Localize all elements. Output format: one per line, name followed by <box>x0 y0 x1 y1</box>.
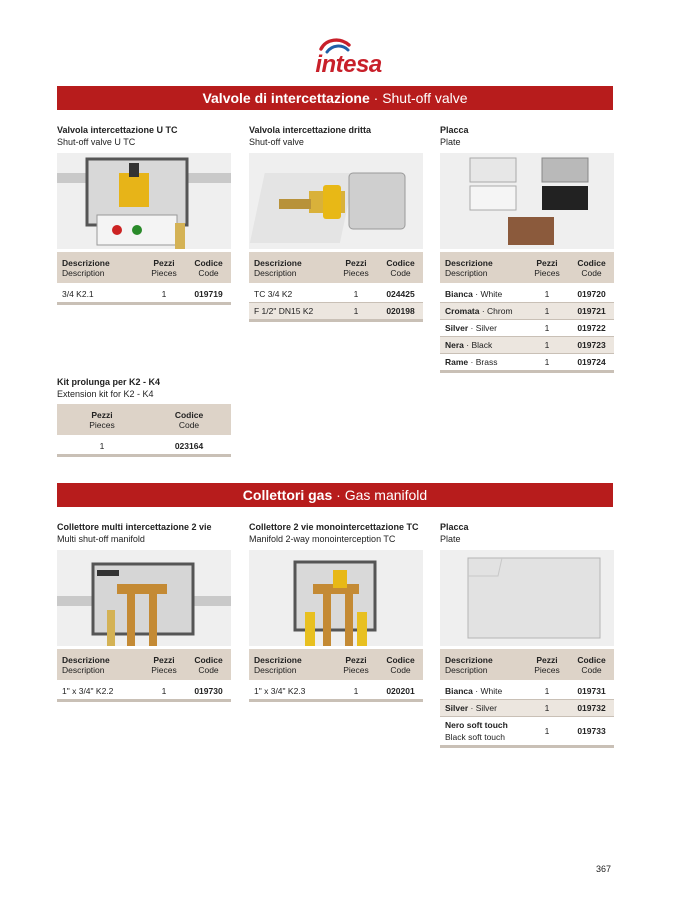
product-title-valve-straight <box>249 124 371 148</box>
product-image-multi-manifold <box>57 550 231 646</box>
table-row: TC 3/4 K2 1 024425 <box>249 285 423 303</box>
product-image-plate-gas <box>440 550 614 646</box>
table-row: Bianca · White 1 019720 <box>440 285 614 303</box>
product-name-it: Kit prolunga per K2 - K4 <box>57 377 161 387</box>
table-row: Silver · Silver 1 019732 <box>440 700 614 717</box>
table-row: Bianca · White 1 019731 <box>440 682 614 700</box>
product-name-it: Collettore 2 vie monointercettazione TC <box>249 522 419 532</box>
table-row: 3/4 K2.1 1 019719 <box>57 285 231 304</box>
spec-table-plate-gas: Descrizione Description Pezzi Pieces Codice Code Bianca · White 1 019731 Silver · Silver 1 019732 Nero soft touch Black soft touch 1 019733 <box>440 649 614 748</box>
table-row: 1 023164 <box>57 437 231 456</box>
table-row: Nero soft touch Black soft touch 1 019733 <box>440 717 614 747</box>
product-title-valve-u <box>57 124 178 148</box>
product-name-it: Placca <box>440 522 469 532</box>
table-row: Cromata · Chrom 1 019721 <box>440 303 614 320</box>
section-title-it: Collettori gas <box>242 487 333 503</box>
product-image-valve-straight <box>249 153 423 249</box>
section-sep: · <box>332 487 345 503</box>
intesa-logo: intesa <box>315 51 382 78</box>
product-image-manifold-2way <box>249 550 423 646</box>
product-image-plate <box>440 153 614 249</box>
product-name-en: Shut-off valve <box>249 137 304 147</box>
section-sep: · <box>369 90 383 106</box>
table-row: F 1/2" DN15 K2 1 020198 <box>249 303 423 321</box>
product-title-plate <box>440 124 469 148</box>
product-name-en: Shut-off valve U TC <box>57 137 136 147</box>
product-name-it: Valvola intercettazione dritta <box>249 125 372 135</box>
product-name-it: Valvola intercettazione U TC <box>57 125 178 135</box>
spec-table-valve-straight: Descrizione Description Pezzi Pieces Codice Code TC 3/4 K2 1 024425 F 1/2" DN15 K2 1 020198 <box>249 252 423 322</box>
section-banner-gas <box>57 483 613 507</box>
table-row: Rame · Brass 1 019724 <box>440 354 614 372</box>
spec-table-valve-u: Descrizione Description Pezzi Pieces Codice Code 3/4 K2.1 1 019719 <box>57 252 231 305</box>
table-row: 1" x 3/4" K2.3 1 020201 <box>249 682 423 701</box>
product-name-en: Extension kit for K2 - K4 <box>57 389 154 399</box>
page-number: 367 <box>596 864 612 874</box>
section-title-en: Gas manifold <box>344 487 428 503</box>
spec-table-multi-manifold: Descrizione Description Pezzi Pieces Codice Code 1" x 3/4" K2.2 1 019730 <box>57 649 231 702</box>
product-name-en: Plate <box>440 534 461 544</box>
product-title-multi-manifold <box>57 521 212 545</box>
product-title-manifold-2way <box>249 521 419 545</box>
product-name-en: Multi shut-off manifold <box>57 534 145 544</box>
section-banner-shutoff <box>57 86 613 110</box>
spec-table-extension-kit: Pezzi Pieces Codice Code 1 023164 <box>57 404 231 457</box>
spec-table-manifold-2way: Descrizione Description Pezzi Pieces Codice Code 1" x 3/4" K2.3 1 020201 <box>249 649 423 702</box>
product-name-en: Plate <box>440 137 461 147</box>
product-name-it: Placca <box>440 125 469 135</box>
product-name-it: Collettore multi intercettazione 2 vie <box>57 522 212 532</box>
product-title-plate-gas <box>440 521 469 545</box>
table-row: 1" x 3/4" K2.2 1 019730 <box>57 682 231 701</box>
table-row: Nera · Black 1 019723 <box>440 337 614 354</box>
section-title-en: Shut-off valve <box>382 90 468 106</box>
product-title-extension-kit <box>57 376 160 400</box>
spec-table-plate: Descrizione Description Pezzi Pieces Codice Code Bianca · White 1 019720 Cromata · Chrom 1 019721 Silver · Silver 1 019722 Nera · Black 1 019723 Rame · Brass 1 019724 <box>440 252 614 373</box>
product-image-valve-u <box>57 153 231 249</box>
product-name-en: Manifold 2-way monointerception TC <box>249 534 396 544</box>
section-title-it: Valvole di intercettazione <box>202 90 370 106</box>
table-row: Silver · Silver 1 019722 <box>440 320 614 337</box>
